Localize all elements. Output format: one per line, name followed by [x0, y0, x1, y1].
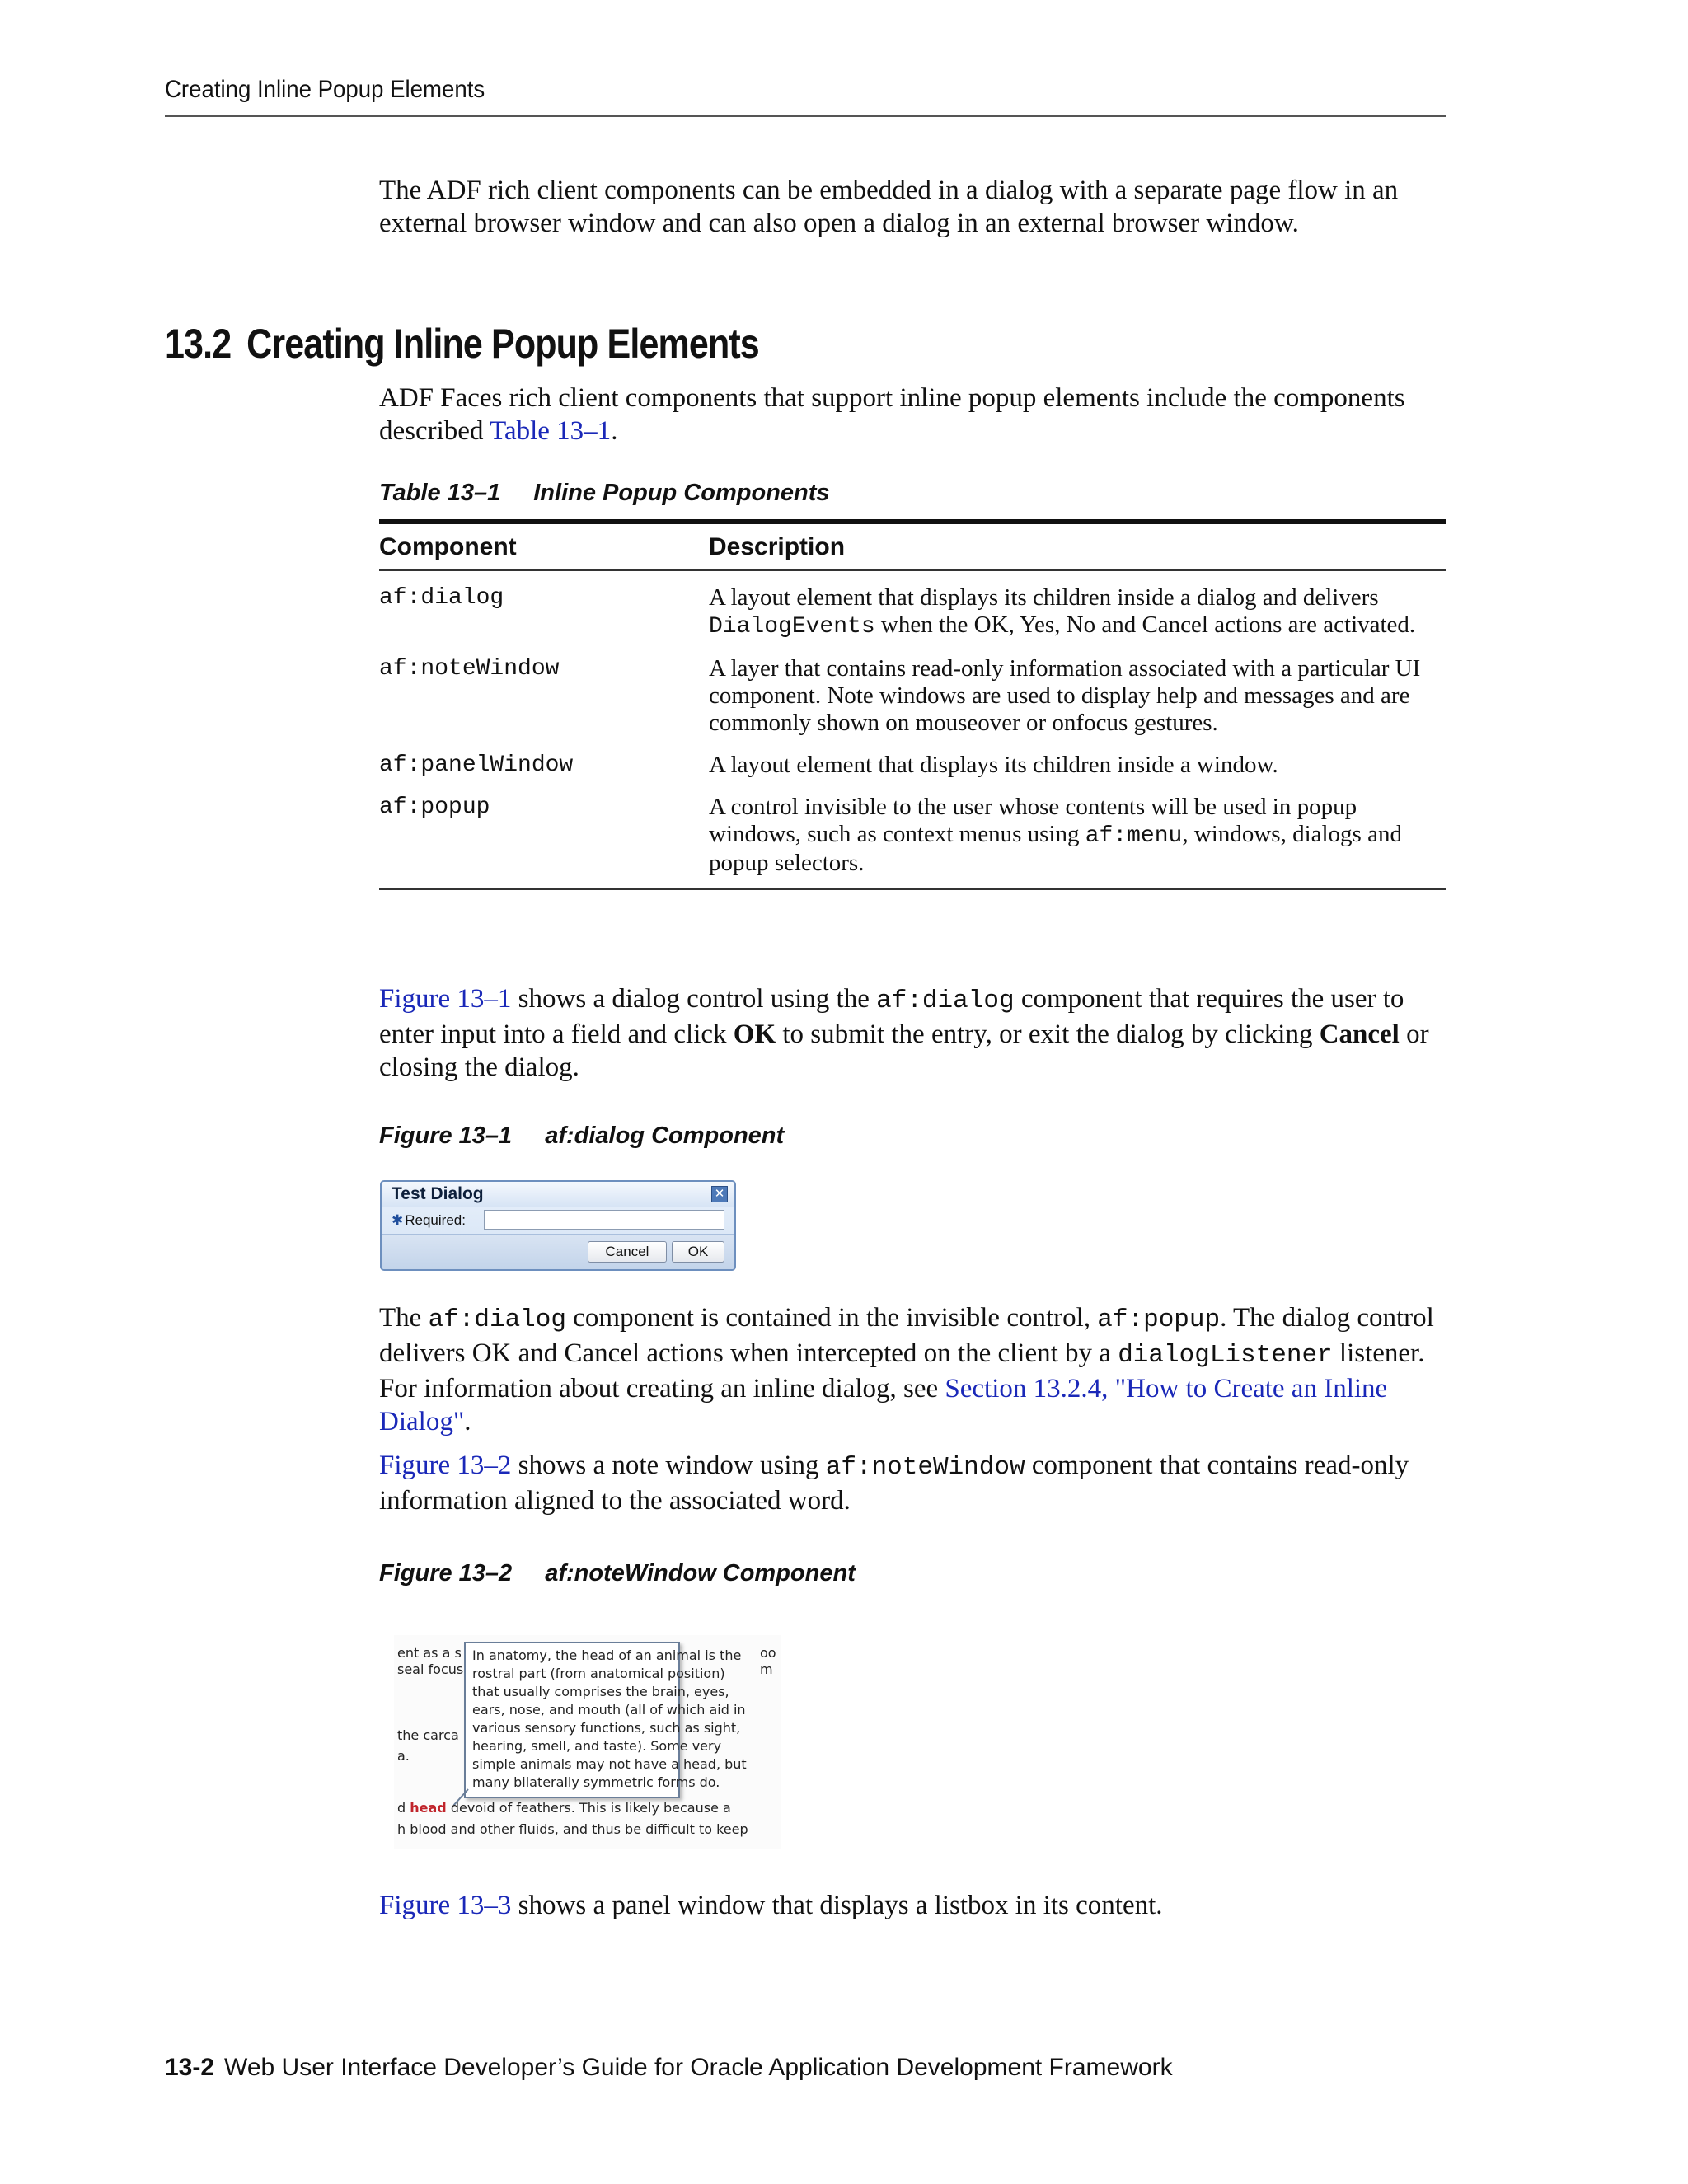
table-row	[379, 752, 1446, 779]
required-label	[392, 1212, 466, 1229]
description-cell	[709, 794, 1446, 877]
note-line: In anatomy, the head of an animal is the	[472, 1647, 742, 1663]
paragraph-text: . The dialog control delivers OK and Cancel actions when intercepted on the client by a	[379, 1303, 1434, 1368]
table-row	[379, 584, 1446, 640]
highlighted-word-head[interactable]: head	[410, 1800, 447, 1816]
note-window-figure	[394, 1635, 781, 1849]
figure-13-3-link[interactable]: Figure 13–3	[379, 1891, 512, 1920]
table-caption	[379, 480, 830, 507]
description-code: af:menu	[1085, 823, 1183, 849]
description-text: A control invisible to the user whose contents will be used in popup windows, such as context menus using	[709, 794, 1357, 847]
header-rule	[165, 115, 1446, 117]
table-body	[379, 571, 1446, 888]
description-text: , windows, dialogs and popup selectors.	[709, 821, 1402, 876]
figure-13-1-caption	[379, 1122, 784, 1150]
figure-13-2-caption	[379, 1560, 856, 1587]
section-intro	[379, 382, 1451, 448]
inline-code: af:noteWindow	[825, 1453, 1025, 1482]
book-title: Web User Interface Developer’s Guide for Oracle Application Development Framework	[224, 2054, 1173, 2081]
background-text: ent as a s	[397, 1645, 462, 1661]
note-line: hearing, smell, and taste). Some very	[472, 1738, 722, 1754]
section-intro-text: ADF Faces rich client components that support inline popup elements include the components described	[379, 383, 1405, 446]
paragraph-text: or closing the dialog.	[379, 1019, 1429, 1082]
section-number: 13.2	[165, 321, 232, 367]
dialog-paragraph	[379, 1301, 1451, 1438]
required-star-icon: ✱	[392, 1212, 404, 1228]
background-text: seal focus	[397, 1661, 464, 1677]
figure-caption-label: Figure 13–1	[379, 1122, 513, 1149]
figure-13-2-link[interactable]: Figure 13–2	[379, 1451, 512, 1480]
figure-13-3-paragraph	[379, 1889, 1451, 1922]
table-caption-title: Inline Popup Components	[533, 480, 830, 506]
background-text: devoid of feathers. This is likely because a	[446, 1800, 731, 1816]
dialog-button-bar	[382, 1234, 734, 1269]
component-cell: af:panelWindow	[379, 752, 574, 778]
page-footer	[165, 2054, 1173, 2082]
background-text: oo	[760, 1645, 776, 1661]
component-cell: af:dialog	[379, 585, 504, 611]
table-13-1-link[interactable]: Table 13–1	[490, 416, 612, 446]
table-row	[379, 794, 1446, 877]
description-text: A layer that contains read-only information associated with a particular UI component. Note windows are used to display help and messages and are commonly shown on mouseover or onfocus gestures.	[709, 655, 1421, 736]
page-number: 13-2	[165, 2054, 215, 2081]
description-cell	[709, 584, 1446, 640]
inline-popup-components-table	[379, 519, 1446, 890]
close-icon[interactable]: ✕	[711, 1186, 728, 1202]
intro-text: The ADF rich client components can be embedded in a dialog with a separate page flow in an external browser window and can also open a dialog in an external browser window.	[379, 176, 1399, 238]
figure-caption-title: af:noteWindow Component	[545, 1560, 856, 1586]
ok-button[interactable]: OK	[672, 1241, 724, 1263]
dialog-titlebar	[382, 1182, 734, 1207]
component-cell: af:noteWindow	[379, 656, 560, 682]
section-title: Creating Inline Popup Elements	[246, 321, 759, 367]
description-cell	[709, 655, 1446, 737]
bold-cancel: Cancel	[1319, 1019, 1400, 1049]
description-cell	[709, 752, 1446, 779]
figure-caption-label: Figure 13–2	[379, 1560, 513, 1586]
paragraph-text: component that requires the user to enter input into a field and click	[379, 984, 1404, 1049]
background-text-line	[397, 1800, 731, 1816]
description-text: A layout element that displays its children inside a window.	[709, 752, 1278, 778]
paragraph-text: component that contains read-only information aligned to the associated word.	[379, 1451, 1409, 1516]
paragraph-text: listener. For information about creating an inline dialog, see	[379, 1338, 1425, 1404]
figure-13-1-paragraph	[379, 982, 1451, 1084]
paragraph-text: shows a dialog control using the	[511, 984, 877, 1014]
paragraph-text: to submit the entry, or exit the dialog by clicking	[776, 1019, 1320, 1049]
note-window-popup	[464, 1642, 747, 1798]
figure-13-2-paragraph	[379, 1449, 1451, 1517]
section-heading	[165, 320, 759, 368]
section-intro-period: .	[611, 416, 618, 446]
table-row	[379, 655, 1446, 737]
figure-13-1-link[interactable]: Figure 13–1	[379, 984, 512, 1014]
bold-ok: OK	[733, 1019, 776, 1049]
figure-caption-title: af:dialog Component	[545, 1122, 785, 1149]
paragraph-text: The	[379, 1303, 429, 1333]
background-text: d	[397, 1800, 410, 1816]
background-text: m	[760, 1661, 773, 1677]
note-line: simple animals may not have a head, but	[472, 1756, 747, 1772]
background-text: the carca	[397, 1727, 459, 1743]
table-caption-label: Table 13–1	[379, 480, 501, 506]
note-line: rostral part (from anatomical position)	[472, 1666, 725, 1681]
description-text: when the OK, Yes, No and Cancel actions are activated.	[874, 612, 1416, 638]
description-code: DialogEvents	[709, 614, 875, 640]
background-text: h blood and other fluids, and thus be difficult to keep	[397, 1821, 748, 1837]
required-label-text: Required:	[405, 1212, 466, 1228]
running-header: Creating Inline Popup Elements	[165, 76, 485, 103]
column-header-component: Component	[379, 532, 517, 560]
paragraph-text: shows a panel window that displays a listbox in its content.	[511, 1891, 1163, 1920]
paragraph-text: component is contained in the invisible control,	[566, 1303, 1098, 1333]
table-bottom-rule	[379, 888, 1446, 890]
table-header-row	[379, 524, 1446, 569]
note-line: that usually comprises the brain, eyes,	[472, 1684, 729, 1699]
component-cell: af:popup	[379, 794, 490, 820]
note-line: various sensory functions, such as sight,	[472, 1720, 741, 1736]
column-header-description: Description	[709, 532, 846, 560]
note-line: ears, nose, and mouth (all of which aid in	[472, 1702, 746, 1718]
paragraph-text: shows a note window using	[511, 1451, 826, 1480]
inline-code: dialogListener	[1118, 1341, 1333, 1370]
note-line: many bilaterally symmetric forms do.	[472, 1774, 720, 1790]
inline-code: af:dialog	[428, 1305, 566, 1334]
inline-code: af:dialog	[876, 987, 1015, 1015]
description-text: A layout element that displays its children inside a dialog and delivers	[709, 584, 1379, 611]
dialog-title: Test Dialog	[392, 1184, 484, 1203]
section-13-2-4-link[interactable]: Section 13.2.4, "How to Create an Inline Dialog"	[379, 1374, 1388, 1436]
intro-paragraph	[379, 174, 1451, 240]
cancel-button[interactable]: Cancel	[588, 1241, 667, 1263]
inline-code: af:popup	[1097, 1305, 1221, 1334]
paragraph-text: .	[464, 1407, 471, 1436]
required-input[interactable]	[484, 1210, 724, 1230]
background-text: a.	[397, 1748, 410, 1764]
test-dialog-figure	[380, 1180, 736, 1271]
